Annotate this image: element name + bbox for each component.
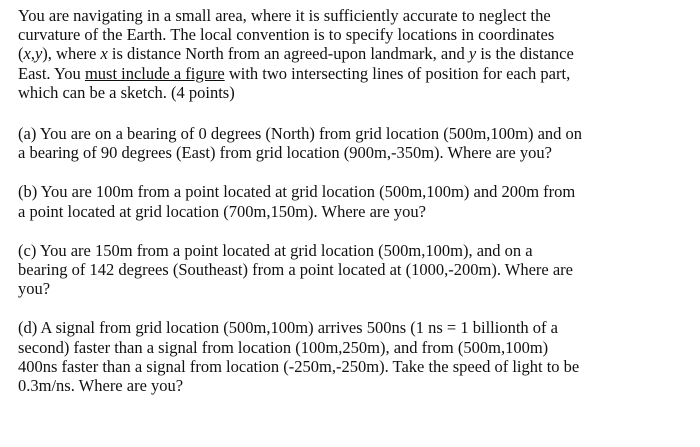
intro-line-2: curvature of the Earth. The local convention is to specify locations in coordinates [18,25,555,45]
part-a-paragraph [18,124,678,162]
part-c-line-3: you? [18,279,51,299]
var-y-2: y [468,44,477,64]
intro-line-1: You are navigating in a small area, where it is sufficiently accurate to neglect the [18,6,551,25]
comma: , [30,44,35,64]
part-a-line-1: (a) You are on a bearing of 0 degrees (North) from grid location (500m,100m) and on [18,124,583,144]
intro-line-4 [18,64,678,83]
intro-line-3 [18,44,678,63]
var-x-2: x [100,44,108,64]
intro-line-3-text-a: ), where [42,44,101,64]
intro-line-4-text-b: with two intersecting lines of position for each part, [224,63,571,83]
part-d-line-4: 0.3m/ns. Where are you? [18,376,184,396]
part-b-line-2: a point located at grid location (700m,150m). Where are you? [18,201,426,221]
underlined-requirement: must include a figure [84,63,225,83]
intro-line-4-text-a: East. You [18,63,85,83]
paren-open: ( [18,44,24,64]
part-d-line-3: 400ns faster than a signal from location (-250m,-250m). Take the speed of light to be [18,356,580,376]
part-c-line-2: bearing of 142 degrees (Southeast) from a point located at (1000,-200m). Where are [18,260,573,280]
var-y: y [34,44,43,64]
part-c-paragraph [18,241,678,299]
intro-line-5: which can be a sketch. (4 points) [18,82,235,102]
part-b-paragraph [18,182,678,220]
part-c-line-1: (c) You are 150m from a point located at grid location (500m,100m), and on a [18,240,533,260]
intro-line-3-text-b: is distance North from an agreed-upon landmark, and [107,44,469,64]
intro-paragraph [18,6,678,102]
part-a-line-2: a bearing of 90 degrees (East) from grid location (900m,-350m). Where are you? [18,143,552,163]
var-x: x [23,44,31,64]
problem-document [18,6,678,395]
part-d-line-2: second) faster than a signal from location (100m,250m), and from (500m,100m) [18,337,549,357]
part-b-line-1: (b) You are 100m from a point located at grid location (500m,100m) and 200m from [18,182,576,202]
part-d-paragraph [18,318,678,395]
part-d-line-1: (d) A signal from grid location (500m,100m) arrives 500ns (1 ns = 1 billionth of a [18,318,558,338]
intro-line-3-text-c: is the distance [476,44,574,64]
